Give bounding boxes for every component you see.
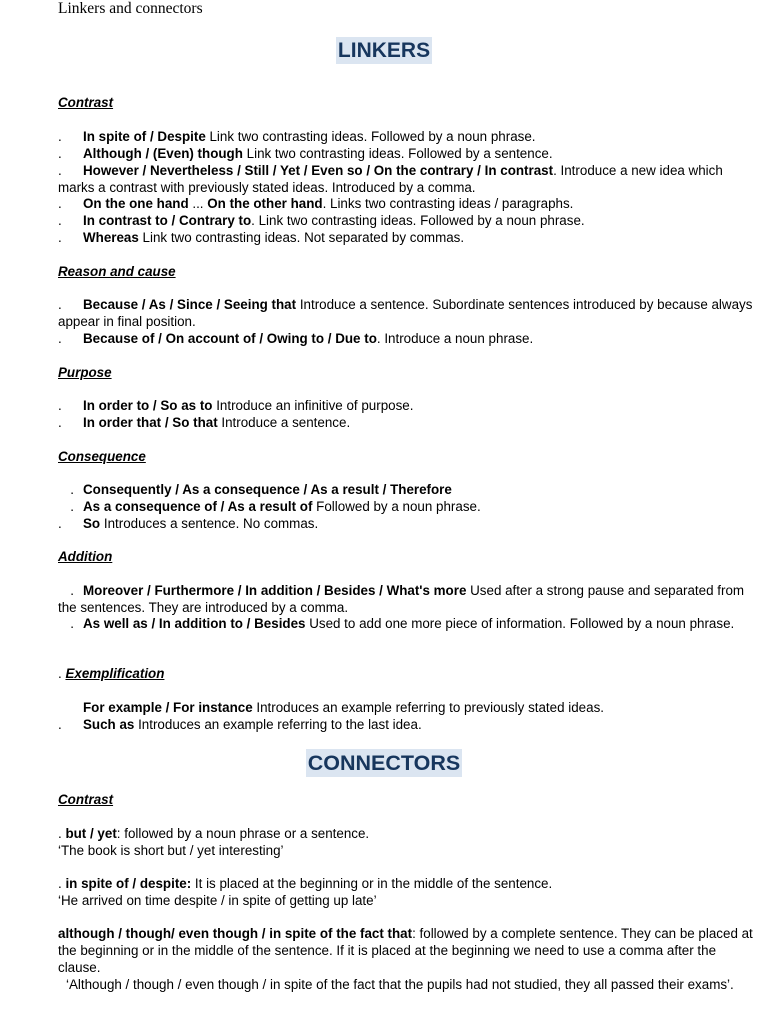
section-title-consequence: Consequence xyxy=(58,449,146,464)
list-item: . In order that / So that Introduce a sentence. xyxy=(58,415,351,430)
list-item: . Although / (Even) though Link two contrasting ideas. Followed by a sentence. xyxy=(58,146,553,161)
list-item: . Moreover / Furthermore / In addition / Besides / What's more Used after a strong pause and separated from the sentences. They are introduced by a comma. xyxy=(58,583,745,615)
section-title-purpose: Purpose xyxy=(58,365,112,380)
list-item: . In order to / So as to Introduce an infinitive of purpose. xyxy=(58,398,414,413)
section-title-contrast: Contrast xyxy=(58,95,114,110)
list-item: For example / For instance Introduces an example referring to previously stated ideas. xyxy=(83,700,604,715)
list-item: . but / yet: followed by a noun phrase or a sentence. xyxy=(58,826,370,841)
document-title: Linkers and connectors xyxy=(58,0,203,17)
connectors-heading: CONNECTORS xyxy=(307,751,461,775)
list-item: . Consequently / As a consequence / As a result / Therefore xyxy=(70,482,452,497)
section-title-reason: Reason and cause xyxy=(58,264,176,279)
list-item: . in spite of / despite: It is placed at the beginning or in the middle of the sentence. xyxy=(58,876,553,891)
section-title-connectors-contrast: Contrast xyxy=(58,792,114,807)
example-sentence: ‘He arrived on time despite / in spite of getting up late’ xyxy=(58,893,377,908)
example-sentence: ‘Although / though / even though / in spite of the fact that the pupils had not studied, they all passed their exams’. xyxy=(66,977,734,992)
list-item: . As well as / In addition to / Besides Used to add one more piece of information. Followed by a noun phrase. xyxy=(70,616,735,631)
example-sentence: ‘The book is short but / yet interesting’ xyxy=(58,843,284,858)
section-title-exemplification: . Exemplification xyxy=(58,666,165,681)
list-item: . Because of / On account of / Owing to / Due to. Introduce a noun phrase. xyxy=(58,331,534,346)
list-item: . Because / As / Since / Seeing that Introduce a sentence. Subordinate sentences introduced by because always appear in final position. xyxy=(58,297,753,329)
list-item: . In contrast to / Contrary to. Link two contrasting ideas. Followed by a noun phrase. xyxy=(58,213,585,228)
list-item: . As a consequence of / As a result of Followed by a noun phrase. xyxy=(70,499,481,514)
list-item: . Whereas Link two contrasting ideas. Not separated by commas. xyxy=(58,230,465,245)
list-item: . However / Nevertheless / Still / Yet / Even so / On the contrary / In contrast. Introduce a new idea which marks a contrast with previously stated ideas. Introduced by a comma. xyxy=(58,163,723,195)
linkers-heading: LINKERS xyxy=(337,39,431,62)
list-item: although / though/ even though / in spite of the fact that: followed by a complete sentence. They can be placed at the beginning or in the middle of the sentence. If it is placed at the beginning we need to use a comma after the clause. xyxy=(58,926,753,975)
list-item: . Such as Introduces an example referring to the last idea. xyxy=(58,717,422,732)
section-title-addition: Addition xyxy=(58,549,113,564)
list-item: . In spite of / Despite Link two contrasting ideas. Followed by a noun phrase. xyxy=(58,129,536,144)
list-item: . On the one hand ... On the other hand. Links two contrasting ideas / paragraphs. xyxy=(58,196,574,211)
list-item: . So Introduces a sentence. No commas. xyxy=(58,516,319,531)
